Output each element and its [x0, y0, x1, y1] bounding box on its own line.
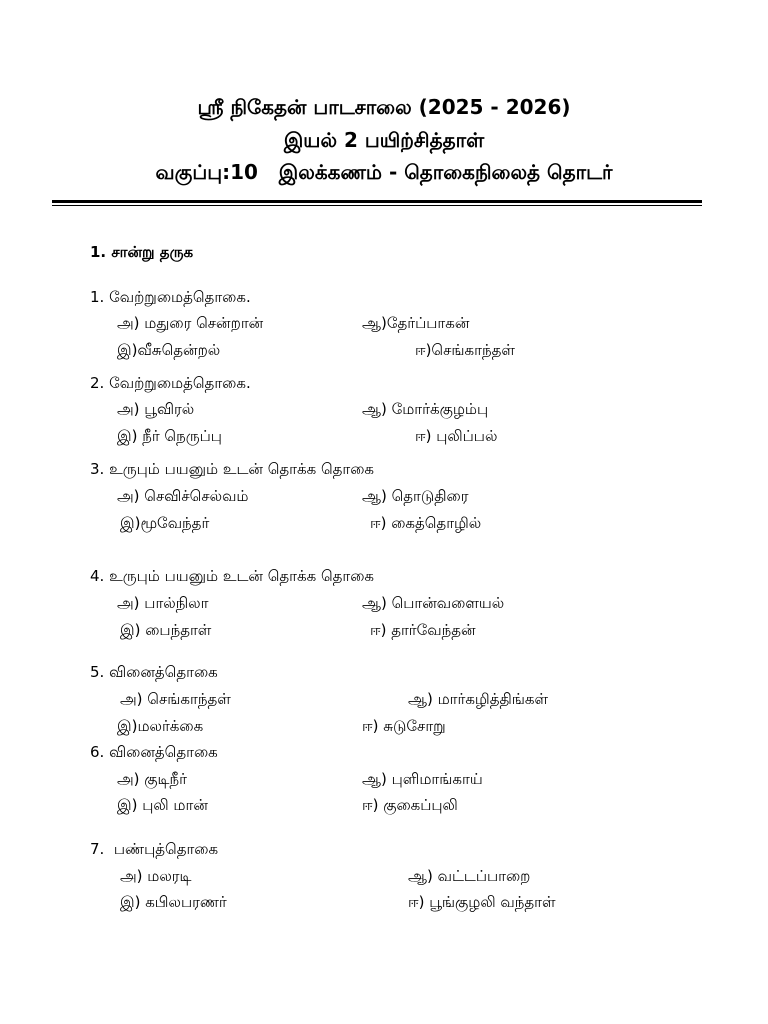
- option-a: அ) குடிநீர்: [117, 770, 187, 788]
- option-ii: ஈ)செங்காந்தள்: [415, 341, 515, 359]
- option-aa: ஆ) புளிமாங்காய்: [362, 770, 483, 788]
- question-title: 3. உருபும் பயனும் உடன் தொக்க தொகை: [90, 460, 375, 478]
- option-i: இ)மூவேந்தர்: [120, 514, 210, 532]
- option-aa: ஆ) வட்டப்பாறை: [408, 867, 531, 885]
- option-i: இ)மலர்க்கை: [117, 717, 204, 735]
- option-i: இ) புலி மான்: [117, 796, 208, 814]
- subject-title: வகுப்பு:10 இலக்கணம் - தொகைநிலைத் தொடர்: [155, 160, 613, 184]
- question-title: 1. வேற்றுமைத்தொகை.: [90, 288, 251, 306]
- option-aa: ஆ) மார்கழித்திங்கள்: [408, 690, 549, 708]
- option-i: இ)வீசுதென்றல்: [117, 341, 221, 359]
- header-rule-thick: [52, 200, 702, 203]
- option-i: இ) நீர் நெருப்பு: [117, 427, 222, 445]
- option-i: இ) கபிலபரணர்: [120, 893, 227, 911]
- option-aa: ஆ) தொடுதிரை: [362, 487, 469, 505]
- question-title: 6. வினைத்தொகை: [90, 743, 218, 761]
- option-a: அ) செங்காந்தள்: [120, 690, 231, 708]
- question-title: 7. பண்புத்தொகை: [90, 840, 219, 858]
- option-ii: ஈ) பூங்குழலி வந்தாள்: [408, 893, 556, 911]
- option-ii: ஈ) சுடுசோறு: [362, 717, 446, 735]
- question-title: 2. வேற்றுமைத்தொகை.: [90, 374, 251, 392]
- option-aa: ஆ) பொன்வளையல்: [362, 594, 505, 612]
- option-a: அ) செவிச்செல்வம்: [117, 487, 249, 505]
- header-rule-thin: [52, 205, 702, 206]
- option-aa: ஆ) மோர்க்குழம்பு: [362, 400, 489, 418]
- section-title: 1. சான்று தருக: [90, 243, 194, 261]
- option-a: அ) மதுரை சென்றான்: [117, 314, 264, 332]
- option-a: அ) மலரடி: [120, 867, 192, 885]
- school-title: ஸ்ரீ நிகேதன் பாடசாலை (2025 - 2026): [197, 95, 571, 119]
- option-ii: ஈ) குகைப்புலி: [362, 796, 458, 814]
- worksheet-title: இயல் 2 பயிற்சித்தாள்: [283, 128, 485, 152]
- option-a: அ) பூவிரல்: [117, 400, 195, 418]
- question-title: 4. உருபும் பயனும் உடன் தொக்க தொகை: [90, 567, 375, 585]
- question-title: 5. வினைத்தொகை: [90, 663, 218, 681]
- option-a: அ) பால்நிலா: [117, 594, 209, 612]
- option-ii: ஈ) தார்வேந்தன்: [370, 621, 476, 639]
- option-aa: ஆ)தேர்ப்பாகன்: [362, 314, 470, 332]
- option-i: இ) பைந்தாள்: [120, 621, 212, 639]
- option-ii: ஈ) புலிப்பல்: [415, 427, 498, 445]
- option-ii: ஈ) கைத்தொழில்: [370, 514, 482, 532]
